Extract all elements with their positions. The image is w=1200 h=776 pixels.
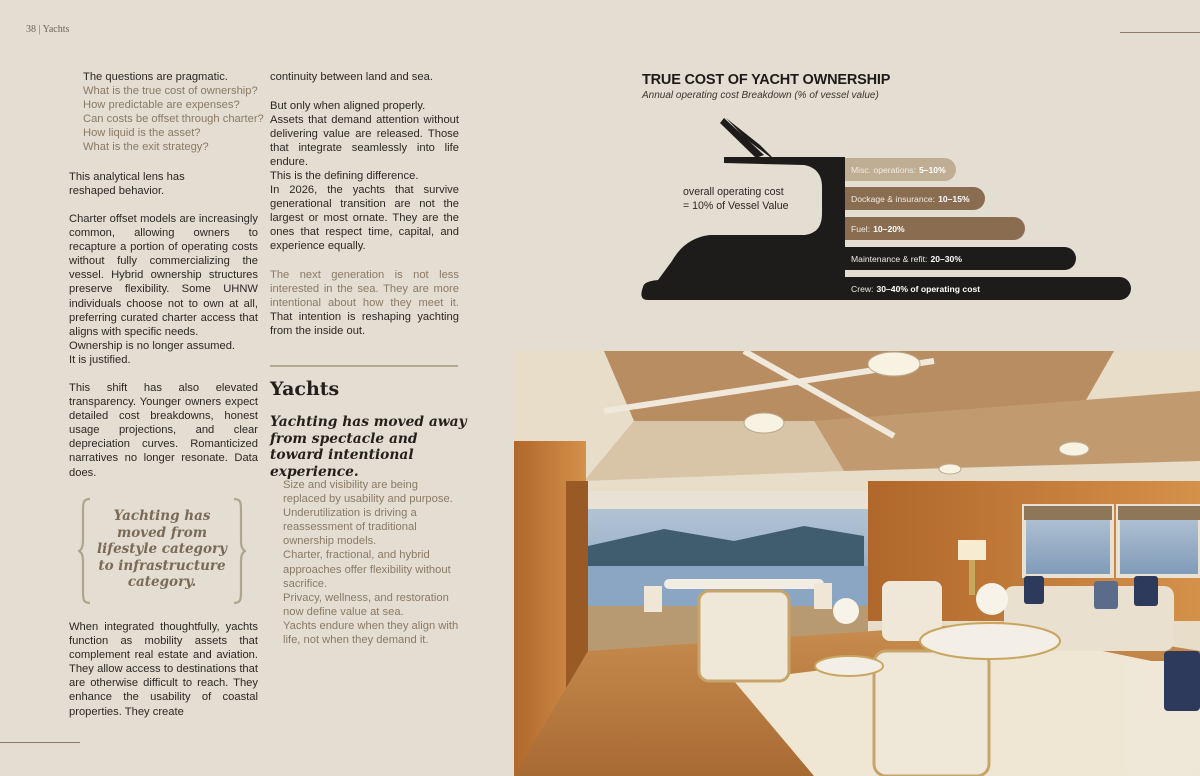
bar-value: 5–10% bbox=[918, 164, 946, 175]
left-brace-icon bbox=[78, 497, 92, 605]
question-item: What is the true cost of ownership? bbox=[83, 85, 258, 98]
body-paragraph: When integrated thoughtfully, yachts function as mobility assets that complement real estate and aviation. They allow access to destinations that are otherwise difficult to reach. They enhance the usability of coastal properties. They create bbox=[69, 621, 258, 718]
key-point: Size and visibility are being replaced by usability and purpose. bbox=[283, 479, 453, 506]
body-line: It is justified. bbox=[69, 354, 131, 367]
body-paragraph: This shift has also elevated transparency. Younger owners expect detailed cost breakdowns, honest usage projections, and clear depreciation curves. Romanticized narratives no longer resonate. Data does. bbox=[69, 382, 258, 479]
bar-label: Maintenance & refit: bbox=[851, 253, 928, 264]
body-paragraph: In 2026, the yachts that survive generational transition are not the largest or most ornate. They are the ones that respect time, capital, and experience equally. bbox=[270, 184, 459, 253]
chart-annotation bbox=[683, 186, 789, 213]
bar-fuel bbox=[845, 217, 1025, 240]
body-text: That intention is reshaping yachting from the inside out. bbox=[270, 311, 459, 338]
bar-value: 10–20% bbox=[873, 223, 905, 234]
section-title: Yachts bbox=[270, 378, 340, 400]
body-line: This is the defining difference. bbox=[270, 170, 419, 183]
body-line: But only when aligned properly. bbox=[270, 100, 426, 112]
right-brace-icon bbox=[232, 497, 246, 605]
question-item: What is the exit strategy? bbox=[83, 141, 209, 154]
bar-label: Misc. operations: bbox=[851, 164, 916, 175]
bar-value: 30–40% of operating cost bbox=[876, 283, 981, 294]
bar-label: Fuel: bbox=[851, 223, 871, 234]
key-point: Underutilization is driving a reassessment of traditional ownership models. bbox=[283, 507, 417, 548]
body-paragraph: continuity between land and sea. bbox=[270, 71, 433, 83]
key-points-list bbox=[283, 478, 463, 647]
bar-value: 20–30% bbox=[930, 253, 962, 264]
highlight-text: The next generation is not less interested in the sea. They are more intentional about how they meet it. bbox=[270, 269, 459, 310]
body-paragraph bbox=[270, 268, 459, 338]
bar-crew bbox=[845, 277, 1131, 300]
bar-misc-operations bbox=[845, 158, 956, 181]
chart-title: TRUE COST OF YACHT OWNERSHIP bbox=[642, 72, 891, 88]
pull-quote bbox=[78, 497, 246, 605]
bar-value: 10–15% bbox=[938, 193, 970, 204]
question-item: How liquid is the asset? bbox=[83, 127, 201, 140]
key-point: Charter, fractional, and hybrid approaches offer flexibility without sacrifice. bbox=[283, 549, 451, 590]
annotation-line: = 10% of Vessel Value bbox=[683, 199, 789, 212]
top-rule bbox=[1120, 32, 1200, 33]
bar-dockage-insurance bbox=[845, 187, 985, 210]
bottom-rule bbox=[0, 742, 80, 743]
bar-label: Crew: bbox=[851, 283, 874, 294]
page-folio: 38 | Yachts bbox=[26, 24, 70, 35]
body-paragraph bbox=[69, 339, 258, 367]
questions-lead: The questions are pragmatic. bbox=[83, 71, 228, 83]
question-item: Can costs be offset through charter? bbox=[83, 113, 264, 126]
key-point: Yachts endure when they align with life, not when they demand it. bbox=[283, 619, 459, 647]
key-point: Privacy, wellness, and restoration now define value at sea. bbox=[283, 591, 449, 618]
body-paragraph: Charter offset models are increasingly common, allowing owners to recapture a portion of operating costs without fully commercializing the vessel. Hybrid ownership structures preserve flexibility. Some UHNW individuals choose not to own at all, preferring curated charter access that aligns with specific needs. bbox=[69, 213, 258, 338]
body-paragraph: This analytical lens has reshaped behavior. bbox=[69, 171, 185, 198]
section-divider bbox=[270, 365, 458, 367]
body-paragraph bbox=[270, 99, 459, 184]
section-subtitle: Yachting has moved away from spectacle and toward intentional experience. bbox=[270, 414, 467, 480]
body-line: Ownership is no longer assumed. bbox=[69, 340, 236, 352]
pull-quote-text: Yachting has moved from lifestyle category to infrastructure category. bbox=[97, 508, 227, 591]
photo-illustration bbox=[514, 351, 1200, 776]
yacht-interior-photo bbox=[514, 351, 1200, 776]
bar-maintenance-refit bbox=[845, 247, 1076, 270]
question-item: How predictable are expenses? bbox=[83, 99, 240, 112]
annotation-line: overall operating cost bbox=[683, 186, 784, 198]
body-line: Assets that demand attention without delivering value are released. Those that integrate seamlessly into life endure. bbox=[270, 114, 459, 169]
bar-label: Dockage & insurance: bbox=[851, 193, 936, 204]
chart-subtitle: Annual operating cost Breakdown (% of vessel value) bbox=[642, 90, 879, 101]
questions-list bbox=[83, 70, 263, 155]
